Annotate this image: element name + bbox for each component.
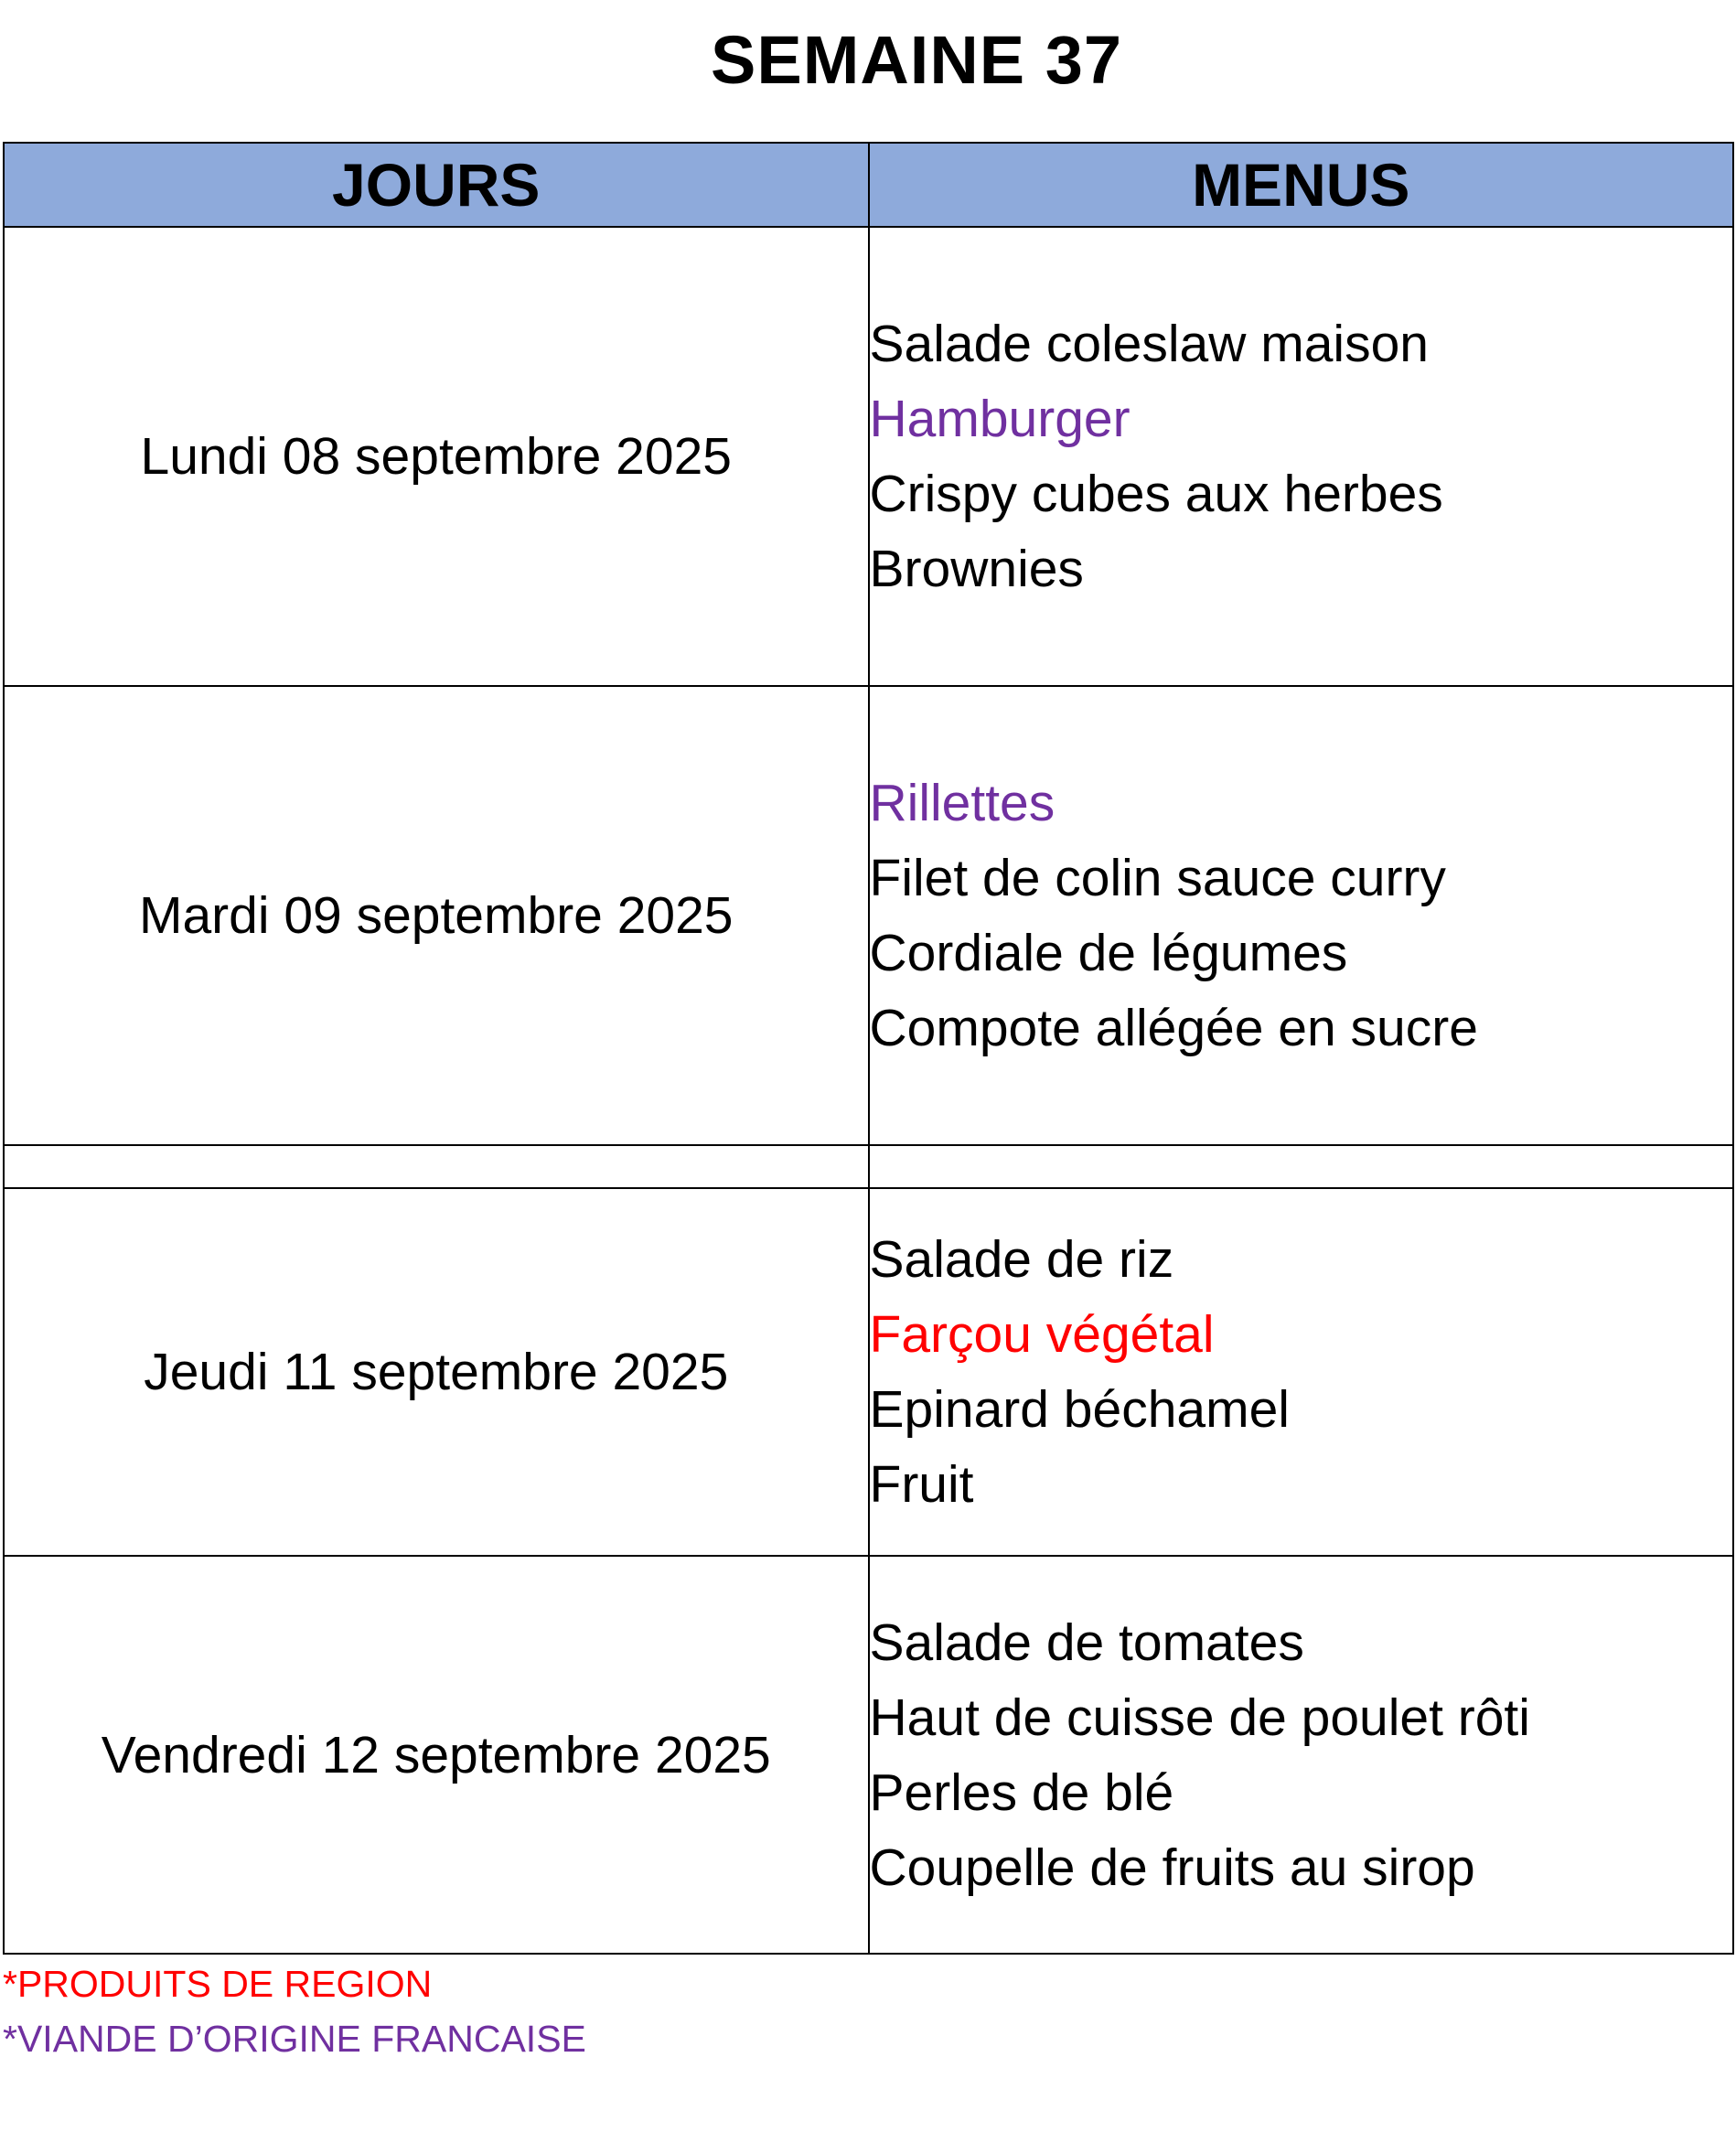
menu-cell bbox=[869, 686, 1734, 1145]
menu-item-viande: Hamburger bbox=[869, 390, 1131, 448]
legend-viande: *VIANDE D’ORIGINE FRANCAISE bbox=[3, 2018, 586, 2060]
menu-item: Crispy cubes aux herbes bbox=[869, 465, 1443, 523]
menu-item: Compote allégée en sucre bbox=[869, 999, 1478, 1057]
header-menus: MENUS bbox=[869, 143, 1734, 227]
menu-item: Brownies bbox=[869, 540, 1084, 598]
menu-cell bbox=[869, 227, 1734, 686]
day-cell: Lundi 08 septembre 2025 bbox=[4, 227, 869, 686]
table-row bbox=[4, 1188, 1733, 1556]
blank-row bbox=[4, 1145, 1733, 1188]
table-row bbox=[4, 1556, 1733, 1954]
table-row bbox=[4, 227, 1733, 686]
menu-item: Fruit bbox=[869, 1455, 974, 1514]
blank-cell bbox=[869, 1145, 1734, 1188]
legend-region: *PRODUITS DE REGION bbox=[3, 1963, 433, 2005]
menu-item: Perles de blé bbox=[869, 1763, 1174, 1822]
menu-item: Filet de colin sauce curry bbox=[869, 849, 1446, 907]
menu-item: Salade de tomates bbox=[869, 1613, 1304, 1672]
menu-item-region: Farçou végétal bbox=[869, 1305, 1215, 1364]
page-title: SEMAINE 37 bbox=[710, 22, 1123, 98]
menu-item: Cordiale de légumes bbox=[869, 924, 1348, 982]
menu-item: Haut de cuisse de poulet rôti bbox=[869, 1688, 1530, 1747]
blank-cell bbox=[4, 1145, 869, 1188]
menu-item: Epinard béchamel bbox=[869, 1380, 1290, 1439]
menu-item: Coupelle de fruits au sirop bbox=[869, 1838, 1475, 1897]
menu-item: Salade de riz bbox=[869, 1230, 1174, 1289]
day-cell: Jeudi 11 septembre 2025 bbox=[4, 1188, 869, 1556]
table-row bbox=[4, 686, 1733, 1145]
menu-cell bbox=[869, 1188, 1734, 1556]
day-cell: Mardi 09 septembre 2025 bbox=[4, 686, 869, 1145]
table-header-row bbox=[4, 143, 1733, 227]
day-cell: Vendredi 12 septembre 2025 bbox=[4, 1556, 869, 1954]
menu-table bbox=[3, 142, 1734, 1955]
menu-item-viande: Rillettes bbox=[869, 774, 1056, 832]
header-days: JOURS bbox=[4, 143, 869, 227]
menu-cell bbox=[869, 1556, 1734, 1954]
menu-item: Salade coleslaw maison bbox=[869, 315, 1429, 373]
